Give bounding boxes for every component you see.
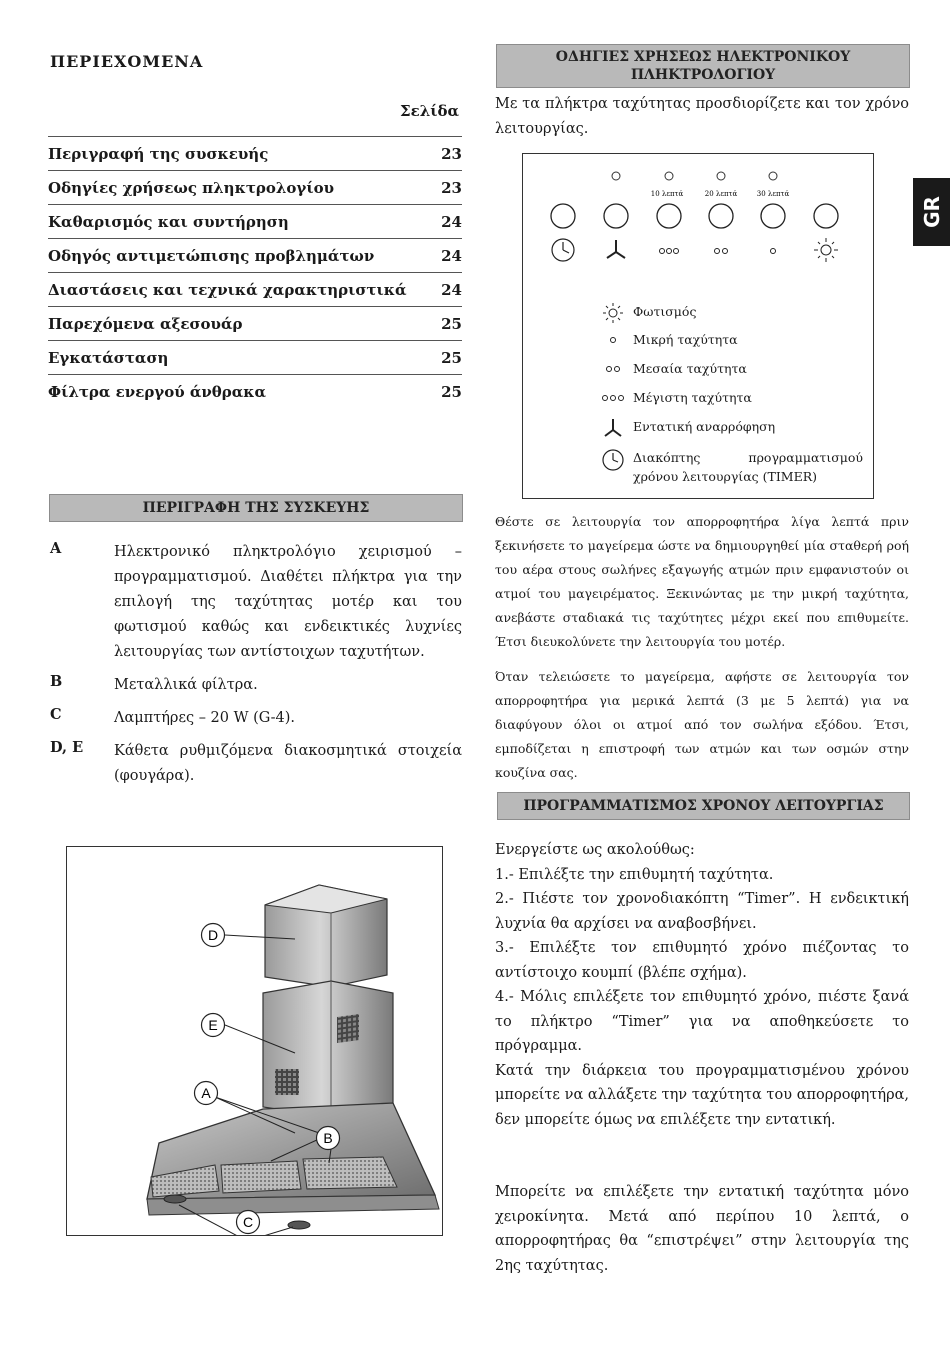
- lower-chimney-shape: [263, 981, 393, 1117]
- indicator-lamp: [665, 172, 673, 180]
- toc-item-page: 24: [441, 212, 462, 231]
- callout-d-text: D: [207, 927, 219, 943]
- control-panel-svg: [523, 154, 873, 284]
- description-key: B: [50, 673, 63, 690]
- speed-3-icon: [660, 249, 679, 254]
- canopy-rim-shape: [147, 1195, 439, 1215]
- speed-3-button[interactable]: [657, 204, 681, 228]
- indicator-lamp: [769, 172, 777, 180]
- legend-label: Εντατική αναρρόφηση: [633, 419, 776, 434]
- callout-a-text: A: [201, 1085, 211, 1101]
- callout-c: [237, 1211, 260, 1234]
- lamp-left: [164, 1195, 186, 1203]
- light-icon: [814, 238, 838, 262]
- description-header: [49, 494, 463, 522]
- callout-c-text: C: [242, 1214, 254, 1230]
- toc-item: [48, 272, 462, 306]
- description-item: [50, 739, 462, 789]
- timer-label-10: 10 λεπτά: [650, 190, 684, 198]
- usage-text-2: Όταν τελειώσετε το μαγείρεμα, αφήστε σε λειτουργία τον απορροφητήρα για μερικά λεπτά (3 με 5 λεπτά) για να διαφύγουν όλοι οι ατμοί από τον σωλήνα εξόδου. Έτσι, εμποδίζεται η επιστροφή των ατμών και των οσμών στην κουζίνα σας.: [495, 669, 909, 780]
- vent-grille-right: [337, 1014, 359, 1043]
- toc-item-label: Περιγραφή της συσκευής: [48, 144, 269, 163]
- speed-1-icon: [593, 330, 633, 348]
- timer-step: 1.- Επιλέξτε την επιθυμητή ταχύτητα.: [495, 866, 774, 883]
- callout-d: [202, 924, 225, 947]
- speed-3-icon: [593, 388, 633, 406]
- toc-item: [48, 204, 462, 238]
- toc-item-page: 25: [441, 348, 462, 367]
- toc-item-page: 25: [441, 382, 462, 401]
- speed-2-button[interactable]: [709, 204, 733, 228]
- legend-label: Μικρή ταχύτητα: [633, 332, 738, 347]
- toc-title: ΠΕΡΙΕΧΟΜΕΝΑ: [50, 52, 204, 71]
- timer-button[interactable]: [551, 204, 575, 228]
- toc-item: [48, 306, 462, 340]
- description-item: [50, 540, 462, 665]
- toc-item-label: Εγκατάσταση: [48, 348, 169, 367]
- description-text: Μεταλλικά φίλτρα.: [114, 677, 258, 693]
- hood-figure: [66, 846, 443, 1236]
- description-key: A: [50, 540, 62, 557]
- control-panel-diagram: [522, 153, 874, 499]
- legend-label: Μεσαία ταχύτητα: [633, 361, 747, 376]
- timer-label-20: 20 λεπτά: [704, 190, 738, 198]
- filter-middle: [221, 1161, 301, 1193]
- timer-icon: [552, 239, 574, 261]
- indicator-lamp: [612, 172, 620, 180]
- timer-label-30: 30 λεπτά: [756, 190, 790, 198]
- toc-item: [48, 340, 462, 374]
- description-item: [50, 706, 462, 731]
- timer-header: [497, 792, 910, 820]
- light-icon: [593, 302, 633, 324]
- toc-item-page: 25: [441, 314, 462, 333]
- toc-item: [48, 374, 462, 408]
- description-key: C: [50, 706, 62, 723]
- callout-e: [202, 1014, 225, 1037]
- description-text: Ηλεκτρονικό πληκτρολόγιο χειρισμού – προγραμματισμού. Διαθέτει πλήκτρα για την επιλογή της ταχύτητας μοτέρ και του φωτισμού καθώς και ενδεικτικές λυχνίες λειτουργίας των αντίστοιχων ταχυτήτων.: [114, 544, 462, 660]
- vent-grille-left: [275, 1069, 299, 1095]
- toc-item-label: Οδηγός αντιμετώπισης προβλημάτων: [48, 246, 375, 265]
- timer-step: 4.- Μόλις επιλέξετε τον επιθυμητό χρόνο, πιέστε ξανά το πλήκτρο “Timer” για να αποθηκεύσετε το πρόγραμμα.: [495, 989, 909, 1054]
- description-text: Λαμπτήρες – 20 W (G-4).: [114, 710, 296, 726]
- toc-item: [48, 238, 462, 272]
- timer-header-text: ΠΡΟΓΡΑΜΜΑΤΙΣΜΟΣ ΧΡΟΝΟΥ ΛΕΙΤΟΥΡΓΙΑΣ: [523, 798, 884, 814]
- toc-item-label: Φίλτρα ενεργού άνθρακα: [48, 382, 267, 401]
- usage-text-1: Θέστε σε λειτουργία τον απορροφητήρα λίγα λεπτά πριν ξεκινήσετε το μαγείρεμα ώστε να δημιουργηθεί μία σταθερή ροή του αέρα στους σωλήνες εξαγωγής ατμών πριν εμφανιστούν οι ατμοί του μαγειρέματος. Ξεκινώντας με την μικρή ταχύτητα, ανεβάστε σταδιακά τις ταχύτητες μέχρι εκεί που επιθυμείτε. Έτσι διευκολύνετε την λειτουργία του μοτέρ.: [495, 514, 909, 649]
- intensive-fan-icon: [607, 240, 625, 258]
- callout-e-text: E: [208, 1017, 218, 1033]
- toc-item-label: Καθαρισμός και συντήρηση: [48, 212, 289, 231]
- callout-b-text: B: [323, 1130, 333, 1146]
- speed-1-button[interactable]: [761, 204, 785, 228]
- intensive-button[interactable]: [604, 204, 628, 228]
- toc-item-label: Διαστάσεις και τεχνικά χαρακτηριστικά: [48, 280, 407, 299]
- legend-item-speed-1: [593, 330, 863, 349]
- legend-label: Μέγιστη ταχύτητα: [633, 390, 752, 405]
- legend-item-speed-2: [593, 359, 863, 378]
- toc-item: [48, 170, 462, 204]
- callout-b: [317, 1127, 340, 1150]
- timer-note: Κατά την διάρκεια του προγραμματισμένου χρόνου μπορείτε να αλλάξετε την ταχύτητα του απορροφητήρα, δεν μπορείτε όμως να επιλέξετε την εντατική.: [495, 1062, 909, 1128]
- language-tab: [913, 178, 950, 246]
- light-button[interactable]: [814, 204, 838, 228]
- toc-item-label: Οδηγίες χρήσεως πληκτρολογίου: [48, 178, 334, 197]
- timer-note-intensive: Μπορείτε να επιλέξετε την εντατική ταχύτητα μόνο χειροκίνητα. Μετά από περίπου 10 λεπτά, ο απορροφητήρας θα “επιστρέψει” στην λειτουργία της 2ης ταχύτητας.: [495, 1184, 909, 1274]
- language-tab-label: GR: [919, 196, 944, 228]
- indicator-lamp: [717, 172, 725, 180]
- keyboard-header: [496, 44, 910, 88]
- speed-2-icon: [715, 249, 728, 254]
- timer-instructions: [495, 838, 909, 1132]
- timer-step: 3.- Επιλέξτε τον επιθυμητό χρόνο πιέζοντας το αντίστοιχο κουμπί (βλέπε σχήμα).: [495, 940, 909, 981]
- description-key: D, E: [50, 739, 84, 756]
- toc-item-page: 23: [441, 178, 462, 197]
- keyboard-intro: Με τα πλήκτρα ταχύτητας προσδιορίζετε και τον χρόνο λειτουργίας.: [495, 96, 909, 137]
- legend-item-intensive: [593, 417, 863, 439]
- legend-label: Φωτισμός: [633, 304, 697, 319]
- toc-page-label: Σελίδα: [400, 102, 460, 120]
- legend-item-light: [593, 302, 863, 324]
- speed-1-icon: [771, 249, 776, 254]
- timer-intro: Ενεργείστε ως ακολούθως:: [495, 842, 695, 858]
- legend-item-timer: [593, 448, 863, 486]
- toc-item-label: Παρεχόμενα αξεσουάρ: [48, 314, 243, 333]
- filter-right: [303, 1157, 397, 1189]
- description-list: [50, 540, 462, 797]
- toc-item-page: 24: [441, 280, 462, 299]
- hood-illustration: [67, 847, 442, 1235]
- legend-item-speed-3: [593, 388, 863, 407]
- legend-label: Διακόπτης προγραμματισμού χρόνου λειτουργίας (TIMER): [633, 450, 863, 484]
- keyboard-header-text: ΟΔΗΓΙΕΣ ΧΡΗΣΕΩΣ ΗΛΕΚΤΡΟΝΙΚΟΥ ΠΛΗΚΤΡΟΛΟΓΙΟΥ: [555, 49, 851, 83]
- toc-item: [48, 136, 462, 170]
- description-header-text: ΠΕΡΙΓΡΑΦΗ ΤΗΣ ΣΥΣΚΕΥΗΣ: [142, 500, 370, 516]
- toc-item-page: 24: [441, 246, 462, 265]
- timer-step: 2.- Πιέστε τον χρονοδιακόπτη “Timer”. Η ενδεικτική λυχνία θα αρχίσει να αναβοσβήνει.: [495, 891, 909, 932]
- description-text: Κάθετα ρυθμιζόμενα διακοσμητικά στοιχεία (φουγάρα).: [114, 743, 462, 784]
- timer-icon: [593, 448, 633, 472]
- table-of-contents: [48, 136, 462, 408]
- description-item: [50, 673, 462, 698]
- toc-item-page: 23: [441, 144, 462, 163]
- intensive-fan-icon: [593, 417, 633, 439]
- callout-a: [195, 1082, 218, 1105]
- speed-2-icon: [593, 359, 633, 377]
